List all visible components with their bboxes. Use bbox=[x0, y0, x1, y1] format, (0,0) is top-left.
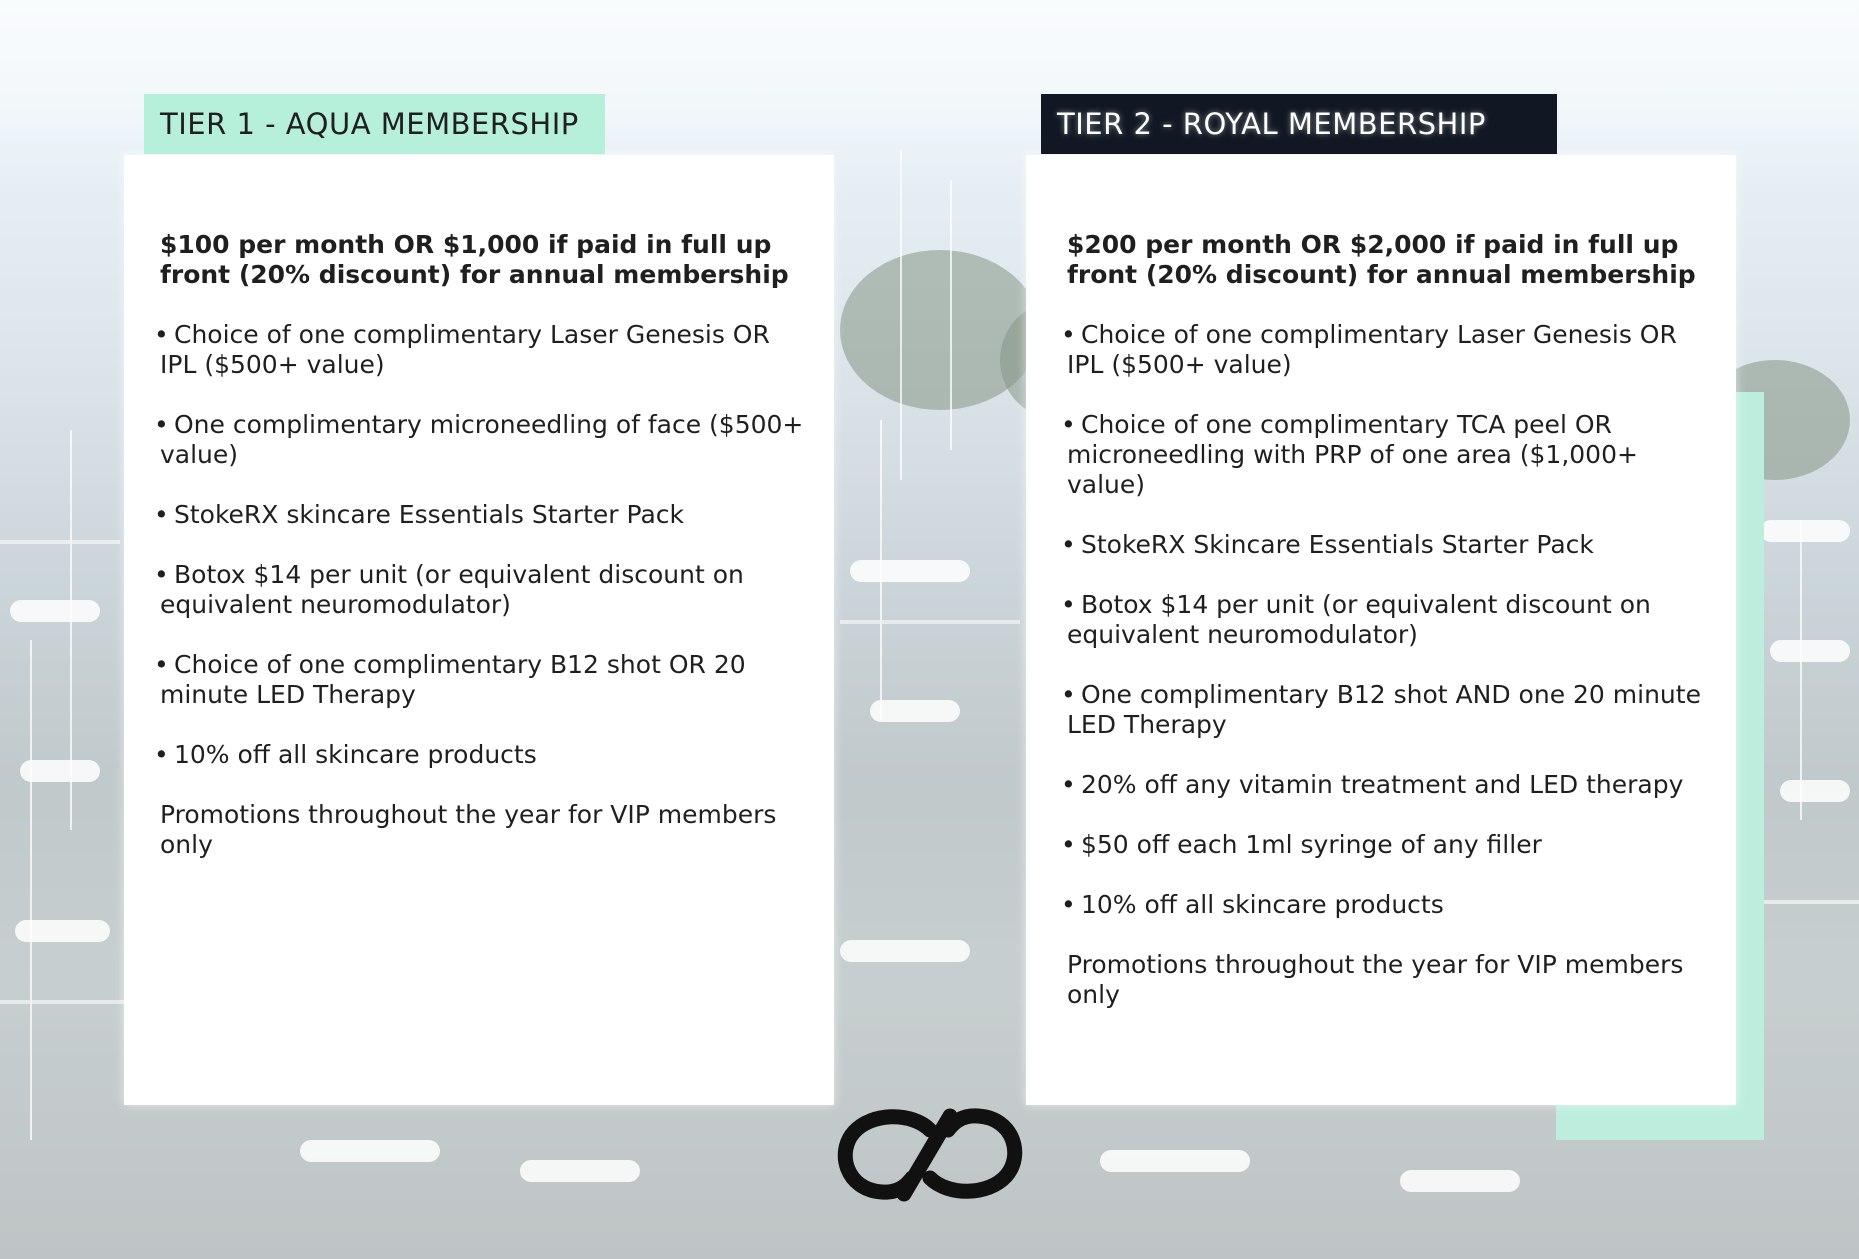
bullet-icon: • bbox=[1061, 770, 1076, 799]
bullet-icon: • bbox=[154, 740, 169, 769]
infinity-link-logo-icon bbox=[832, 1106, 1028, 1202]
list-item: • Choice of one complimentary B12 shot OR 20 minute LED Therapy bbox=[154, 650, 746, 709]
bullet-icon: • bbox=[154, 650, 169, 679]
tier2-label: TIER 2 - ROYAL MEMBERSHIP bbox=[1041, 94, 1557, 154]
list-item: • Choice of one complimentary Laser Genesis OR IPL ($500+ value) bbox=[1061, 320, 1677, 379]
list-item: • 10% off all skincare products bbox=[1061, 890, 1444, 919]
bullet-icon: • bbox=[154, 500, 169, 529]
bullet-icon: • bbox=[1061, 410, 1076, 439]
tier1-price: $100 per month OR $1,000 if paid in full up front (20% discount) for annual membership bbox=[160, 230, 789, 289]
list-item: • StokeRX Skincare Essentials Starter Pack bbox=[1061, 530, 1594, 559]
tier1-label: TIER 1 - AQUA MEMBERSHIP bbox=[144, 94, 605, 154]
list-item: • One complimentary B12 shot AND one 20 minute LED Therapy bbox=[1061, 680, 1701, 739]
bullet-icon: • bbox=[1061, 890, 1076, 919]
list-item: • StokeRX skincare Essentials Starter Pack bbox=[154, 500, 685, 529]
tier2-price: $200 per month OR $2,000 if paid in full up front (20% discount) for annual membership bbox=[1067, 230, 1696, 289]
tier2-promo: Promotions throughout the year for VIP members only bbox=[1067, 950, 1684, 1009]
list-item: • Botox $14 per unit (or equivalent discount on equivalent neuromodulator) bbox=[154, 560, 744, 619]
list-item: • Botox $14 per unit (or equivalent discount on equivalent neuromodulator) bbox=[1061, 590, 1651, 649]
list-item: • 20% off any vitamin treatment and LED therapy bbox=[1061, 770, 1684, 799]
bullet-icon: • bbox=[154, 560, 169, 589]
list-item: • $50 off each 1ml syringe of any filler bbox=[1061, 830, 1542, 859]
bullet-icon: • bbox=[154, 410, 169, 439]
bullet-icon: • bbox=[1061, 320, 1076, 349]
list-item: • Choice of one complimentary TCA peel OR microneedling with PRP of one area ($1,000+ value) bbox=[1061, 410, 1638, 499]
bullet-icon: • bbox=[154, 320, 169, 349]
bullet-icon: • bbox=[1061, 590, 1076, 619]
bullet-icon: • bbox=[1061, 680, 1076, 709]
tier1-promo: Promotions throughout the year for VIP members only bbox=[160, 800, 777, 859]
list-item: • One complimentary microneedling of face ($500+ value) bbox=[154, 410, 804, 469]
tier2-content bbox=[1061, 230, 1717, 1010]
bullet-icon: • bbox=[1061, 830, 1076, 859]
list-item: • Choice of one complimentary Laser Genesis OR IPL ($500+ value) bbox=[154, 320, 770, 379]
tier1-content bbox=[154, 230, 810, 860]
bullet-icon: • bbox=[1061, 530, 1076, 559]
list-item: • 10% off all skincare products bbox=[154, 740, 537, 769]
